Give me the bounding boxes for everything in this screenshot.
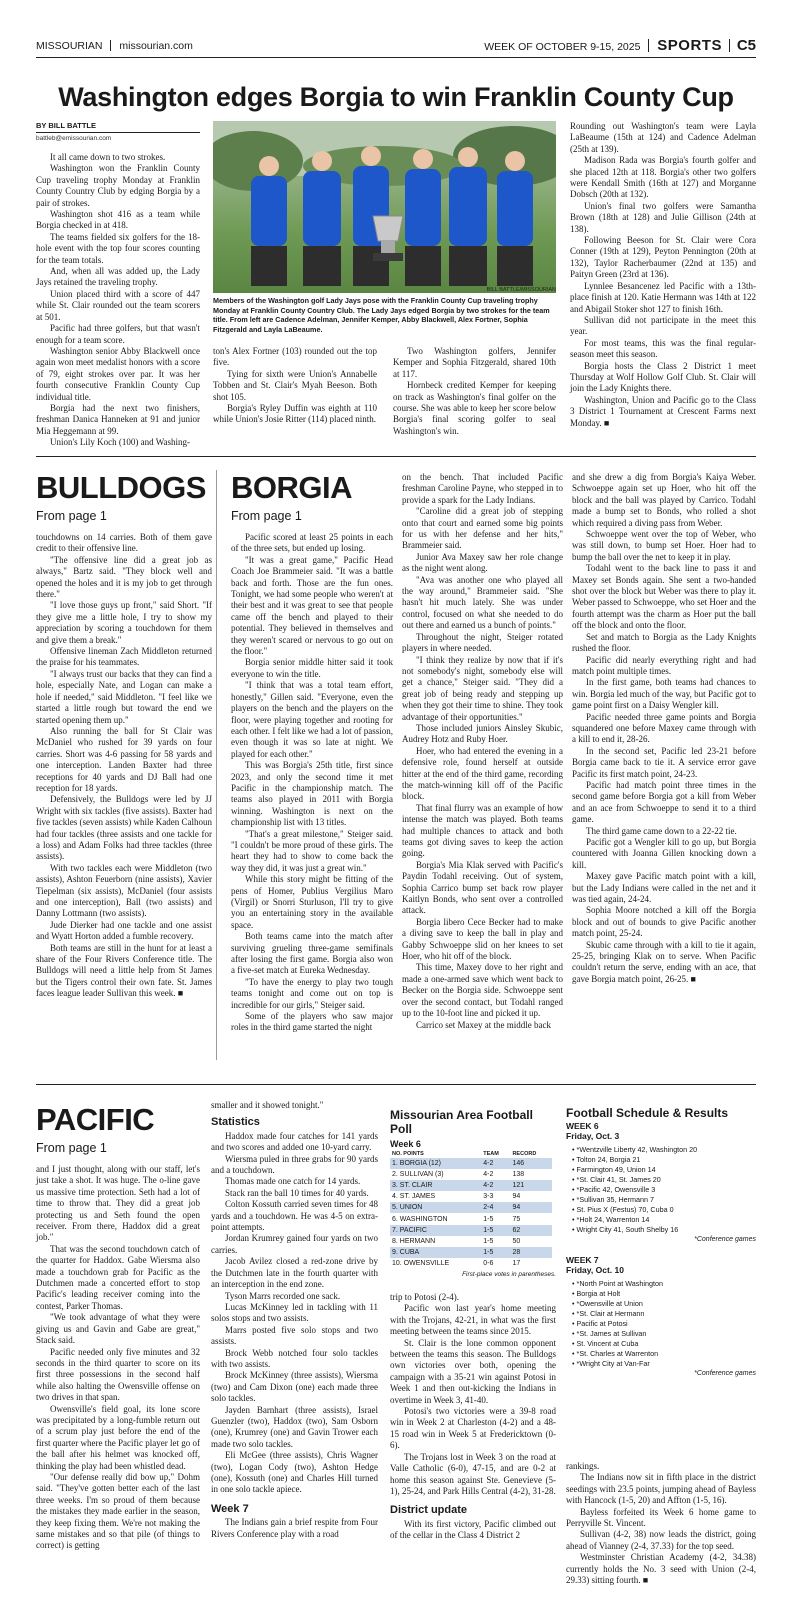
paragraph: With its first victory, Pacific climbed out of the cellar in the Class 4 District 2 (390, 1518, 556, 1541)
poll-row (390, 1180, 552, 1191)
team-photo (213, 121, 556, 293)
golfers-illustration (213, 121, 556, 293)
game-item: • Wright City 41, South Shelby 16 (572, 1225, 756, 1235)
paragraph: Borgia's Mia Klak served with Pacific's Paydin Todahl receiving. Out of system, Sophia Carrico bump set back row player Kaitlyn Bonds, who sent over a controlled attack. (402, 859, 563, 916)
paragraph: Stack ran the ball 10 times for 40 yards. (225, 1187, 369, 1198)
paragraph: Skubic came through with a kill to tie it again, 25-25, bringing Klak on to serve. When Pacific couldn't return the serve, ending with an ace, that gave Borgia match point, 26-25. ■ (572, 939, 756, 984)
paragraph: Jayden Barnhart (three assists), Israel Guenzler (two), Haddox (two), Sam Osborn (one), Krumrey (one) and Gavin Trower each made two solo tackles. (211, 1404, 378, 1449)
borgia-jump-label: From page 1 (231, 509, 302, 523)
story-column-1 (36, 152, 200, 449)
poll-row (390, 1258, 552, 1269)
bulldogs-column (36, 532, 212, 1000)
photo-credit: BILL BATTLE/MISSOURIAN (486, 287, 556, 293)
paragraph: "It was a great game," Pacific Head Coach Joe Brammeier said. "It was a battle back and forth. Those are the fun ones. Tonight, we had some people who weren't at their best and it was great to see that people came off the bench and played to their potential. They believed in themselves and they weren't scared or nervous to go out on the floor." (231, 554, 393, 657)
paper-name: MISSOURIAN (36, 40, 103, 52)
poll-record-cell: 0-6 (483, 1259, 494, 1267)
paragraph: on the bench. That included Pacific freshman Caroline Payne, who stepped in to provide a spark for the Lady Indians. (402, 472, 563, 505)
paragraph: Hornbeck credited Kemper for keeping on track as Washington's final golfer on the course. She was able to keep her score below Borgia's final scoring golfer to seal Washington's win. (393, 380, 556, 436)
photo-caption: Members of the Washington golf Lady Jays pose with the Franklin County Cup traveling trophy Monday at Franklin County Country Club. The Lady Jays edged Borgia by two strokes for the team title. From left are Cadence Adelman, Jennifer Kemper, Abby Blackwell, Alex Fortner, Sophia Fitzgerald and Layla LaBeaume. (213, 296, 550, 334)
paragraph: Union's final two golfers were Samantha Brown (18th at 128) and Julie Gillison (24th at 138). (570, 200, 756, 234)
poll-record-cell: 1-5 (481, 1225, 510, 1236)
paragraph: In the second set, Pacific led 23-21 before Borgia came back to tie it. A service error gave Pacific its first match point, 24-23. (572, 745, 756, 779)
paragraph: Tying for sixth were Union's Annabelle Tobben and St. Clair's Myah Beeson. Both shot 105. (213, 368, 377, 402)
paragraph: "I think that was a total team effort, honestly," Gillen said. "Everyone, even the players on the bench and the players on the floor, were playing together and rooting for each other. I felt like we had a lot of passion, even though it was so late at night. We played for each other." (231, 680, 393, 759)
poll-record-cell: 4-2 (481, 1180, 510, 1191)
poll-points-cell: 17 (512, 1259, 521, 1267)
paragraph: Pacific needed only five minutes and 32 seconds in the third quarter to score on its first three possessions in the second half while also halting the Owensville offense on two drives in that span. (36, 1346, 200, 1403)
poll-points-cell: 94 (512, 1193, 521, 1201)
paragraph: Lynnlee Besancenez led Pacific with a 13th-place finish at 120. Katie Hermann was 14th at 122 and Abigail Stoker shot 127 to finish 16th. (570, 280, 756, 314)
paragraph: "We took advantage of what they were giving us and Gavin and Gabe are great," Stack said. (36, 1312, 200, 1346)
paragraph: This was Borgia's 25th title, first since 2023, and only the second time it met Pacific in the championship match. The teams also played in 2011 with Borgia winning. Washington is next on the championship list with 13 titles. (231, 760, 393, 828)
paragraph: Union's Lily Koch (100) and Washing- (50, 437, 190, 448)
site-url[interactable]: missourian.com (119, 40, 193, 52)
paragraph: Jude Dierker had one tackle and one assist and Wyatt Horton added a fumble recovery. (36, 919, 212, 942)
poll-record-cell: 3-3 (483, 1193, 494, 1201)
poll-week: Week 6 (390, 1139, 421, 1149)
week7-body (211, 1517, 378, 1540)
poll-points-cell: 62 (510, 1225, 552, 1236)
week7-label: WEEK 7 (566, 1255, 599, 1265)
byline: BY BILL BATTLE (36, 121, 96, 130)
poll-col-rank: NO. POINTS (392, 1151, 424, 1157)
poll-header-row (390, 1150, 552, 1158)
poll-team-cell: 6. WASHINGTON (392, 1215, 448, 1223)
paragraph: Owensville's field goal, its lone score was precipitated by a long-fumble return out of a scrum play just before the end of the first quarter where the Pacific player let go of the ball after his helmet was knocked off, thinking the play had been whistled dead. (36, 1403, 200, 1471)
paragraph: Westminster Christian Academy (4-2, 34.38) currently holds the No. 3 seed with Union (2-4, 29.33) sitting fourth. ■ (566, 1552, 756, 1586)
pacific-title: PACIFIC (36, 1102, 155, 1137)
football-poll (390, 1108, 556, 1278)
game-item: • *Wentzville Liberty 42, Washington 20 (572, 1145, 756, 1155)
poll-team-cell: 8. HERMANN (392, 1237, 436, 1245)
game-item: • St. Vincent at Cuba (572, 1339, 756, 1349)
paragraph: The Trojans lost in Week 3 on the road at Valle Catholic (6-0), 47-15, and are 0-2 at home this season against Ste. Genevieve (5-1), 25-24, and Park Hills Central (4-2), 31-28. (390, 1451, 556, 1496)
paragraph: Borgia's Ryley Duffin was eighth at 110 while Union's Josie Ritter (114) placed ninth. (213, 403, 377, 425)
paragraph: For most teams, this was the final regular-season meet this season. (570, 337, 756, 360)
poll-col-points: RECORD (512, 1151, 537, 1157)
poll-record-cell: 4-2 (483, 1171, 494, 1179)
poll-team-cell: 1. BORGIA (12) (390, 1158, 481, 1169)
game-item: • *St. Clair 41, St. James 20 (572, 1175, 756, 1185)
pacific-column-2 (211, 1100, 378, 1540)
paragraph: Tyson Marrs recorded one sack. (225, 1290, 341, 1301)
paragraph: Madison Rada was Borgia's fourth golfer and she placed 12th at 118. Borgia's other two golfers were Kendall Smith (16th at 127) and Morganne Dobsch (20th at 132). (570, 155, 756, 200)
pacific-column-1 (36, 1164, 200, 1552)
issue-week: WEEK OF OCTOBER 9-15, 2025 (484, 41, 641, 53)
poll-title: Missourian Area Football Poll (390, 1108, 533, 1136)
poll-col-record: TEAM (483, 1151, 499, 1157)
poll-points-cell: 138 (512, 1171, 525, 1179)
paragraph: With two tackles each were Middleton (two assists), Ashton Feuerborn (nine assists), Xavier Tiepelman (six assists), McDaniel (four assists and one interception), Ball (two assists) and Danny Lottmann (two assists). (36, 862, 212, 919)
poll-team-cell: 2. SULLIVAN (3) (392, 1171, 444, 1179)
story-column-4 (570, 121, 756, 429)
week7-schedule (566, 1279, 756, 1369)
paragraph: Marrs posted five solo stops and two assists. (211, 1324, 378, 1347)
paragraph: Schwoeppe went over the top of Weber, who was still down, to bump set Hoer. Hoer had to bump the ball over the net to keep it in play. (572, 529, 756, 562)
poll-team-cell: 3. ST. CLAIR (390, 1180, 481, 1191)
poll-row (390, 1236, 552, 1247)
paragraph: Two Washington golfers, Jennifer Kemper and Sophia Fitzgerald, shared 10th at 117. (393, 346, 556, 379)
paragraph: Todahl went to the back line to pass it and Maxey set Bonds again. She sent a two-handed shot over the block but Weber was there to play it. Weber passed to Schwoeppe, who set Hoer and the fourth attempt was the charm as Hoer put the ball off the block and onto the floor. (572, 563, 756, 631)
paragraph: Brock McKinney (three assists), Wiersma (two) and Cam Dixon (one) each made three solo tackles. (211, 1370, 378, 1404)
page-number: C5 (736, 37, 756, 54)
poll-record-cell: 2-4 (481, 1202, 510, 1213)
poll-row (390, 1202, 552, 1213)
paragraph: The Indians now sit in fifth place in the district seedings with 23.5 points, jumping ahead of Bayless with Hancock (1-5, 20) and Affton (1-5, 16). (566, 1472, 756, 1506)
bulldogs-title: BULLDOGS (36, 470, 206, 505)
week7-date: Friday, Oct. 10 (566, 1265, 624, 1275)
district-heading: District update (390, 1504, 468, 1517)
poll-points-cell: 28 (510, 1247, 552, 1258)
pacific-column-4 (566, 1461, 756, 1586)
paragraph: Borgia had the next two finishers, freshman Danica Hanneken at 91 and junior Mia Heggemann at 99. (36, 402, 200, 436)
author-email[interactable]: battleb@emissourian.com (36, 135, 112, 142)
paragraph: Pacific had match point three times in the second game before Borgia got a kill from Weber and an ace from Schwoeppe to send it to a third game. (572, 779, 756, 825)
borgia-column-2 (402, 472, 563, 1031)
poll-points-cell: 94 (510, 1202, 552, 1213)
poll-row (390, 1213, 552, 1224)
paragraph: Jordan Krumrey gained four yards on two carries. (211, 1233, 378, 1255)
borgia-column-3 (572, 472, 756, 985)
masthead-rule (36, 57, 756, 58)
poll-team-cell: 9. CUBA (390, 1247, 481, 1258)
poll-table (390, 1150, 552, 1269)
paragraph: Jacob Avilez closed a red-zone drive by the Dutchmen late in the fourth quarter with an interception in the end zone. (211, 1256, 378, 1290)
pacific-col2-lead: smaller and it showed tonight." (211, 1100, 324, 1110)
paragraph: "That's a great milestone," Steiger said. "I couldn't be more proud of these girls. The heart they had to show to come back the way they did, it was just a great win." (231, 828, 393, 873)
paragraph: That final flurry was an example of how intense the match was played. Both teams had multiple chances to attack and both teams got diving saves to keep the action going. (402, 802, 563, 859)
game-item: • Pacific at Potosi (572, 1319, 756, 1329)
paragraph: Also running the ball for St Clair was McDaniel who rushed for 39 yards on four carries. Short was 4-6 passing for 58 yards and one interception. Landen Baxter had three receptions for 40 yards and DJ Ball had one reception for 18 yards. (36, 725, 212, 793)
paragraph: While this story might be fitting of the pens of Homer, Publius Vergilius Maro (Virgil) or Snorri Sturluson, I'll try to give you an entertaining story in the available space. (231, 874, 393, 930)
section-divider-2 (36, 1084, 756, 1085)
week6-date: Friday, Oct. 3 (566, 1131, 620, 1141)
paragraph: Borgia libero Cece Becker had to make a diving save to keep the ball in play and Gabby Schwoeppe slid on her knees to set Hoer, who hit off of the block. (402, 916, 563, 962)
paragraph: Washington won the Franklin County Cup traveling trophy Monday at Franklin County Country Club by edging Borgia by a pair of strokes. (36, 163, 200, 208)
paragraph: Defensively, the Bulldogs were led by JJ Wright with six tackles (five assists). Baxter had five tackles (seven assists) while Kaden Calhoun had four tackles (three assists and one tackle for a loss) and Adam Folks had three tackles (three assists). (36, 794, 212, 862)
game-item: • Farmington 49, Union 14 (572, 1165, 756, 1175)
game-item: • *Wright City at Van-Far (572, 1359, 756, 1369)
paragraph: That was the second touchdown catch of the quarter for Haddox. Gabe Wiersma also made a touchdown grab for Pacific as the Dutchmen made a concerted effort to stop Pacific's leading receiver coming into the contest, Parker Thomas. (36, 1243, 200, 1311)
paragraph: Those included juniors Ainsley Skubic, Audrey Hotz and Ruby Hoer. (402, 722, 563, 745)
poll-team-cell: 7. PACIFIC (390, 1225, 481, 1236)
paragraph: Colton Kossuth carried seven times for 48 yards and a touchdown. He was 4-5 on extra-point attempts. (211, 1199, 378, 1233)
paragraph: "Caroline did a great job of stepping onto that court and earned some big points for us with her defense and her hits," Brammeier said. (402, 506, 563, 551)
game-item: • *Pacific 42, Owensville 3 (572, 1185, 756, 1195)
paragraph: Both teams came into the match after surviving grueling three-game semifinals after losing the first game. Borgia also won a five-set match at Eureka Wednesday. (231, 931, 393, 976)
paragraph: Pacific got a Wengler kill to go up, but Borgia countered with Joanna Gillen knocking down a kill. (572, 837, 756, 870)
paragraph: Lucas McKinney led in tackling with 11 solos stops and two assists. (211, 1301, 378, 1324)
paragraph: Sullivan (4-2, 38) now leads the district, going ahead of Vianney (2-4, 37.33) for the top seed. (566, 1529, 756, 1551)
paragraph: Bayless forfeited its Week 6 home game to Perryville St. Vincent. (566, 1506, 756, 1529)
section-name: SPORTS (657, 37, 722, 54)
week7-note: *Conference games (694, 1370, 756, 1377)
paragraph: Washington senior Abby Blackwell once again won meet medalist honors with a score of 79, eight strokes over par. It was her fourth consecutive Franklin County Cup individual title. (36, 345, 200, 402)
pacific-jump-label: From page 1 (36, 1141, 107, 1155)
masthead (36, 37, 756, 57)
game-item: • *Holt 24, Warrenton 14 (572, 1215, 756, 1225)
poll-points-cell: 75 (512, 1215, 521, 1223)
paragraph: It all came down to two strokes. (50, 152, 166, 162)
paragraph: "The offensive line did a great job as always," Bartz said. "They block well and opened the holes and it is my job to get through there." (36, 554, 212, 600)
paragraph: "Ava was another one who played all the way around," Brammeier said. "She hasn't hit much lately. She was under control, focused on what she needed to do out there and earned us a bunch of points." (402, 574, 563, 631)
game-item: • *St. Clair at Hermann (572, 1309, 756, 1319)
game-item: • Tolton 24, Borgia 21 (572, 1155, 756, 1165)
poll-row (390, 1247, 552, 1258)
poll-row (390, 1169, 552, 1180)
paragraph: Wiersma puled in three grabs for 90 yards and a touchdown. (211, 1153, 378, 1176)
schedule-title: Football Schedule & Results (566, 1106, 729, 1120)
borgia-column-1 (231, 532, 393, 1034)
borgia-title: BORGIA (231, 470, 352, 505)
poll-row (390, 1225, 552, 1236)
paragraph: Pacific did nearly everything right and had match point multiple times. (572, 654, 756, 676)
story-column-3 (393, 346, 556, 437)
poll-row (390, 1191, 552, 1202)
paragraph: Eli McGee (three assists), Chris Wagner (two), Logan Cody (two), Ashton Hedge (one), Kossuth (one) and Charles Hill turned in one solo tackle apiece. (211, 1450, 378, 1495)
paragraph: Carrico set Maxey at the middle back (416, 1019, 551, 1030)
paragraph: Brock Webb notched four solo tackles with two assists. (211, 1347, 378, 1369)
pacific-column-3 (390, 1292, 556, 1542)
paragraph: ton's Alex Fortner (103) rounded out the top five. (213, 346, 377, 368)
poll-points-cell: 50 (512, 1237, 521, 1245)
story-column-2 (213, 346, 377, 426)
byline-block (36, 121, 200, 142)
poll-row (390, 1158, 552, 1169)
week6-results (566, 1145, 756, 1235)
paragraph: touchdowns on 14 carries. Both of them gave credit to their offensive line. (36, 532, 212, 554)
game-item: • *Sullivan 35, Hermann 7 (572, 1195, 756, 1205)
paragraph: Junior Ava Maxey saw her role change as the night went along. (402, 551, 563, 574)
poll-record-cell: 1-5 (483, 1237, 494, 1245)
poll-team-cell: 4. ST. JAMES (392, 1193, 436, 1201)
paragraph: And, when all was added up, the Lady Jays retained the traveling trophy. (36, 266, 200, 288)
paragraph: Rounding out Washington's team were Layla LaBeaume (15th at 124) and Cadence Adelman (25th at 139). (570, 121, 756, 154)
masthead-left (36, 40, 193, 52)
poll-record-cell: 1-5 (483, 1215, 494, 1223)
poll-team-cell: 10. OWENSVILLE (392, 1259, 450, 1267)
week6-note: *Conference games (694, 1236, 756, 1243)
paragraph: "To have the energy to play two tough teams tonight and come out on top is incredible for our girls," Steiger said. (231, 976, 393, 1010)
bulldogs-jump-label: From page 1 (36, 509, 107, 523)
paragraph: Some of the players who saw major roles in the third game started the night (231, 1011, 393, 1033)
story-headline: Washington edges Borgia to win Franklin County Cup (58, 82, 734, 112)
paragraph: Maxey gave Pacific match point with a kill, but the Lady Indians were called in the net and it was tied again, 24-24. (572, 871, 756, 905)
paragraph: This time, Maxey dove to her right and made a one-armed save which went back to Becker on the Borgia side. Schwoeppe sent over the second contact, but Todahl ranged up to the 10-foot line and picked it up. (402, 962, 563, 1019)
paragraph: Borgia hosts the Class 2 District 1 meet Thursday at Wolf Hollow Golf Club. St. Clair will join the Lady Knights there. (570, 360, 756, 394)
paragraph: Union placed third with a score of 447 while St. Clair rounded out the team scorers at 501. (36, 288, 200, 322)
paragraph: Borgia senior middle hitter said it took everyone to win the title. (231, 657, 393, 679)
poll-record-cell: 1-5 (481, 1247, 510, 1258)
paragraph: Haddox made four catches for 141 yards and two scores and added one 10-yard carry. (211, 1130, 378, 1153)
paragraph: The Indians gain a brief respite from Four Rivers Conference play with a road (211, 1517, 378, 1539)
paragraph: Sophia Moore notched a kill off the Borgia block and out of bounds to give Pacific another match point, 25-24. (572, 905, 756, 939)
pacific-col3-body (390, 1292, 556, 1497)
paragraph: Offensive lineman Zach Middleton returned the praise for his teammates. (36, 646, 212, 668)
paragraph: The teams fielded six golfers for the 18-hole event with the top four scores counting for the team totals. (36, 231, 200, 265)
paragraph: Pacific had three golfers, but that wasn't enough for a team score. (36, 323, 200, 345)
paragraph: Following Beeson for St. Clair were Cora Conner (19th at 129), Peyton Pennington (20th at 132), Taylor Racherbaumer (22nd at 135) and Paityn Green (23rd at 136). (570, 235, 756, 280)
paragraph: Both teams are still in the hunt for at least a share of the Four Rivers Conference title. The Bulldogs will need a little help from St James but the Tigers control their own fate. St. James faces league leader Sullivan this week. ■ (36, 942, 212, 999)
paragraph: "I always trust our backs that they can find a hole, especially Nate, and Logan can make a hole if needed," said Middleton. "I feel like we started a little rough but toward the end we started opening them up." (36, 668, 212, 725)
paragraph: and she drew a dig from Borgia's Kaiya Weber. Schwoeppe again set up Hoer, who hit off the block and the ball was played by Carrico. Todahl made a bump set to Bonds, who rolled a shot which required a diving pass from Weber. (572, 472, 756, 528)
paragraph: trip to Potosi (2-4). (390, 1292, 459, 1302)
paragraph: The third game came down to a 22-22 tie. (586, 825, 737, 836)
game-item: • Borgia at Holt (572, 1289, 756, 1299)
paragraph: "I love those guys up front," said Short. "If they give me a little hole, I try to show my appreciation by scoring a touchdown for them and give them a break." (36, 600, 212, 645)
game-item: • St. Pius X (Festus) 70, Cuba 0 (572, 1205, 756, 1215)
paragraph: rankings. (566, 1461, 600, 1471)
section-divider-1 (36, 456, 756, 457)
game-item: • *St. Charles at Warrenton (572, 1349, 756, 1359)
statistics-heading: Statistics (211, 1116, 260, 1129)
paragraph: Potosi's two victories were a 39-8 road win in Week 2 at Charleston (4-2) and a 48-15 road win in Week 5 at Fredericktown (0-6). (390, 1406, 556, 1451)
week7-heading: Week 7 (211, 1502, 249, 1515)
paragraph: and I just thought, along with our staff, let's just take a shot. It was huge. The o-line gave us massive time protection. Seth had a lot of time to throw that. They did a great job protecting us and Seth found the open receiver. From there, Haddox did a great job." (36, 1164, 200, 1243)
football-schedule (566, 1106, 756, 1379)
poll-record-cell: 4-2 (481, 1158, 510, 1169)
poll-note: First-place votes in parentheses. (462, 1270, 556, 1278)
district-body (390, 1519, 556, 1542)
paragraph: "Our defense really did bow up," Dohm said. "They've gotten better each of the last three weeks. I'm so proud of them because the mistakes they made earlier in the season, they keep fixing them. We're not making the same mistakes and so that pile (of things to correct) is getting (36, 1471, 200, 1551)
paragraph: Hoer, who had entered the evening in a defensive role, found herself at outside hitter at the end of the third game, recording the match-winning kill off of the Pacific block. (402, 745, 563, 802)
paragraph: Sullivan did not participate in the meet this year. (570, 314, 756, 337)
paragraph: Set and match to Borgia as the Lady Knights rushed the floor. (572, 631, 756, 654)
paragraph: Washington shot 416 as a team while Borgia checked in at 418. (36, 209, 200, 231)
poll-points-cell: 121 (510, 1180, 552, 1191)
paragraph: Pacific scored at least 25 points in each of the three sets, but ended up losing. (231, 532, 393, 554)
game-item: • *Owensville at Union (572, 1299, 756, 1309)
paragraph: Washington, Union and Pacific go to the Class 3 District 1 Tournament at Crescent Farms next Monday. ■ (570, 394, 756, 428)
masthead-right (484, 37, 756, 54)
paragraph: St. Clair is the lone common opponent between the teams this season. The Bulldogs own victories over both, opening the campaign with a 35-21 win against Potosi in Week 1 and then out-kicking the Indians in overtime in Week 3, 41-40. (390, 1337, 556, 1405)
paragraph: Throughout the night, Steiger rotated players in where needed. (402, 631, 563, 654)
game-item: • *North Point at Washington (572, 1279, 756, 1289)
paragraph: In the first game, both teams had chances to win. Borgia led much of the way, but Pacific got to game point first on a Daisy Wengler kill. (572, 677, 756, 711)
game-item: • *St. James at Sullivan (572, 1329, 756, 1339)
week6-label: WEEK 6 (566, 1121, 599, 1131)
poll-team-cell: 5. UNION (390, 1202, 481, 1213)
paragraph: Thomas made one catch for 14 yards. (225, 1176, 361, 1187)
column-rule (216, 470, 217, 1060)
poll-points-cell: 146 (510, 1158, 552, 1169)
paragraph: "I think they realize by now that if it's not somebody's night, somebody else will get a chance," Steiger said. "They did a great job of being ready and stepping up when they got their time to shine. They took advantage of their opportunities." (402, 654, 563, 722)
statistics-body (211, 1131, 378, 1496)
paragraph: Pacific needed three game points and Borgia squandered one before Maxey came through with a kill to end it, 28-26. (572, 711, 756, 745)
paragraph: Pacific won last year's home meeting with the Trojans, 42-21, in what was the first meeting between the teams since 2015. (390, 1303, 556, 1337)
